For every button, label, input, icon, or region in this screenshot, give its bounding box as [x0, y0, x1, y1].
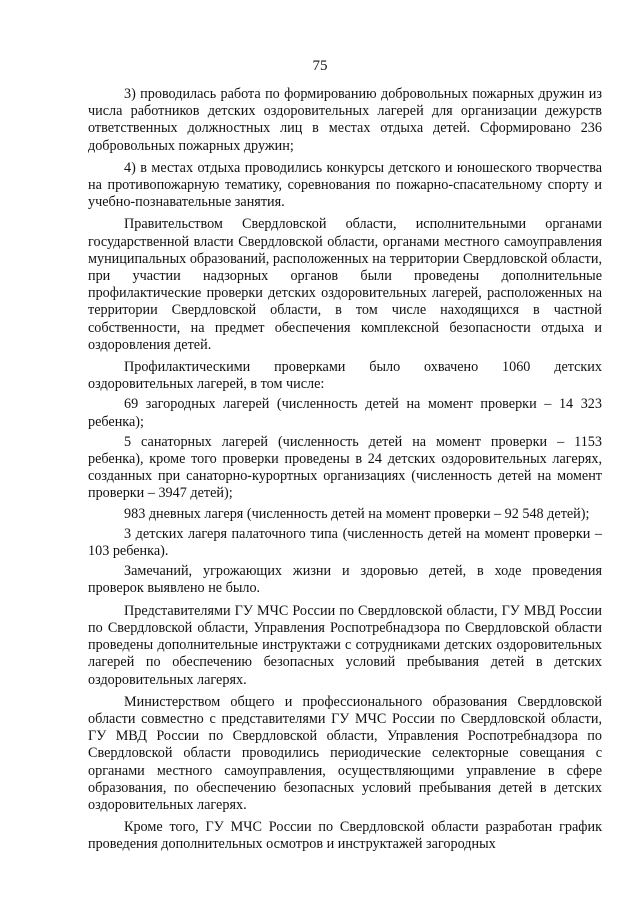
paragraph-sanatorium-camps: 5 санаторных лагерей (численность детей на момент проверки – 1153 ребенка), кроме того проверки проведены в 24 детских оздоровительных лагерях, созданных при санаторно-курортных организациях (численность детей на момент проверки – 3947 детей);	[88, 433, 602, 502]
paragraph-coverage: Профилактическими проверками было охвачено 1060 детских оздоровительных лагерей, в том числе:	[88, 359, 602, 393]
paragraph-tent-camps: 3 детских лагеря палаточного типа (численность детей на момент проверки – 103 ребенка).	[88, 525, 602, 560]
paragraph-contests: 4) в местах отдыха проводились конкурсы детского и юношеского творчества на противопожарную тематику, соревнования по пожарно-спасательному спорту и учебно-познавательные занятия.	[88, 159, 602, 211]
paragraph-schedule: Кроме того, ГУ МЧС России по Свердловской области разработан график проведения дополнительных осмотров и инструктажей загородных	[88, 819, 602, 853]
page-number: 75	[312, 58, 328, 74]
paragraph-day-camps: 983 дневных лагеря (численность детей на момент проверки – 92 548 детей);	[124, 505, 590, 522]
paragraph-volunteer-fire-brigades: 3) проводилась работа по формированию добровольных пожарных дружин из числа работников детских оздоровительных лагерей для организации дежурств ответственных должностных лиц в местах отдыха детей. Сформировано 236 добровольных пожарных дружин;	[88, 86, 602, 154]
paragraph-country-camps: 69 загородных лагерей (численность детей на момент проверки – 14 323 ребенка);	[88, 396, 602, 430]
paragraph-inspections: Правительством Свердловской области, исполнительными органами государственной власти Свердловской области, органами местного самоуправления муниципальных образований, расположенных на территории Свердловской области, при участии надзорных органов были проведены дополнительные профилактические проверки детских оздоровительных лагерей, расположенных на территории Свердловской области, в том числе находящихся в частной собственности, на предмет обеспечения комплексной безопасности отдыха и оздоровления детей.	[88, 216, 602, 353]
paragraph-no-violations: Замечаний, угрожающих жизни и здоровью детей, в ходе проведения проверок выявлено не было.	[88, 563, 602, 597]
document-body	[88, 86, 602, 859]
paragraph-ministry-meetings: Министерством общего и профессионального образования Свердловской области совместно с представителями ГУ МЧС России по Свердловской области, ГУ МВД России по Свердловской области, Управления Роспотребнадзора по Свердловской области проводились периодические селекторные совещания с органами местного самоуправления, осуществляющими управление в сфере образования, по обеспечению безопасных условий пребывания детей в детских оздоровительных лагерях.	[88, 693, 602, 813]
paragraph-briefings: Представителями ГУ МЧС России по Свердловской области, ГУ МВД России по Свердловской области, Управления Роспотребнадзора по Свердловской области проведены дополнительные инструктажи с сотрудниками детских оздоровительных лагерей по обеспечению безопасных условий пребывания детей в детских оздоровительных лагерях.	[88, 602, 602, 688]
